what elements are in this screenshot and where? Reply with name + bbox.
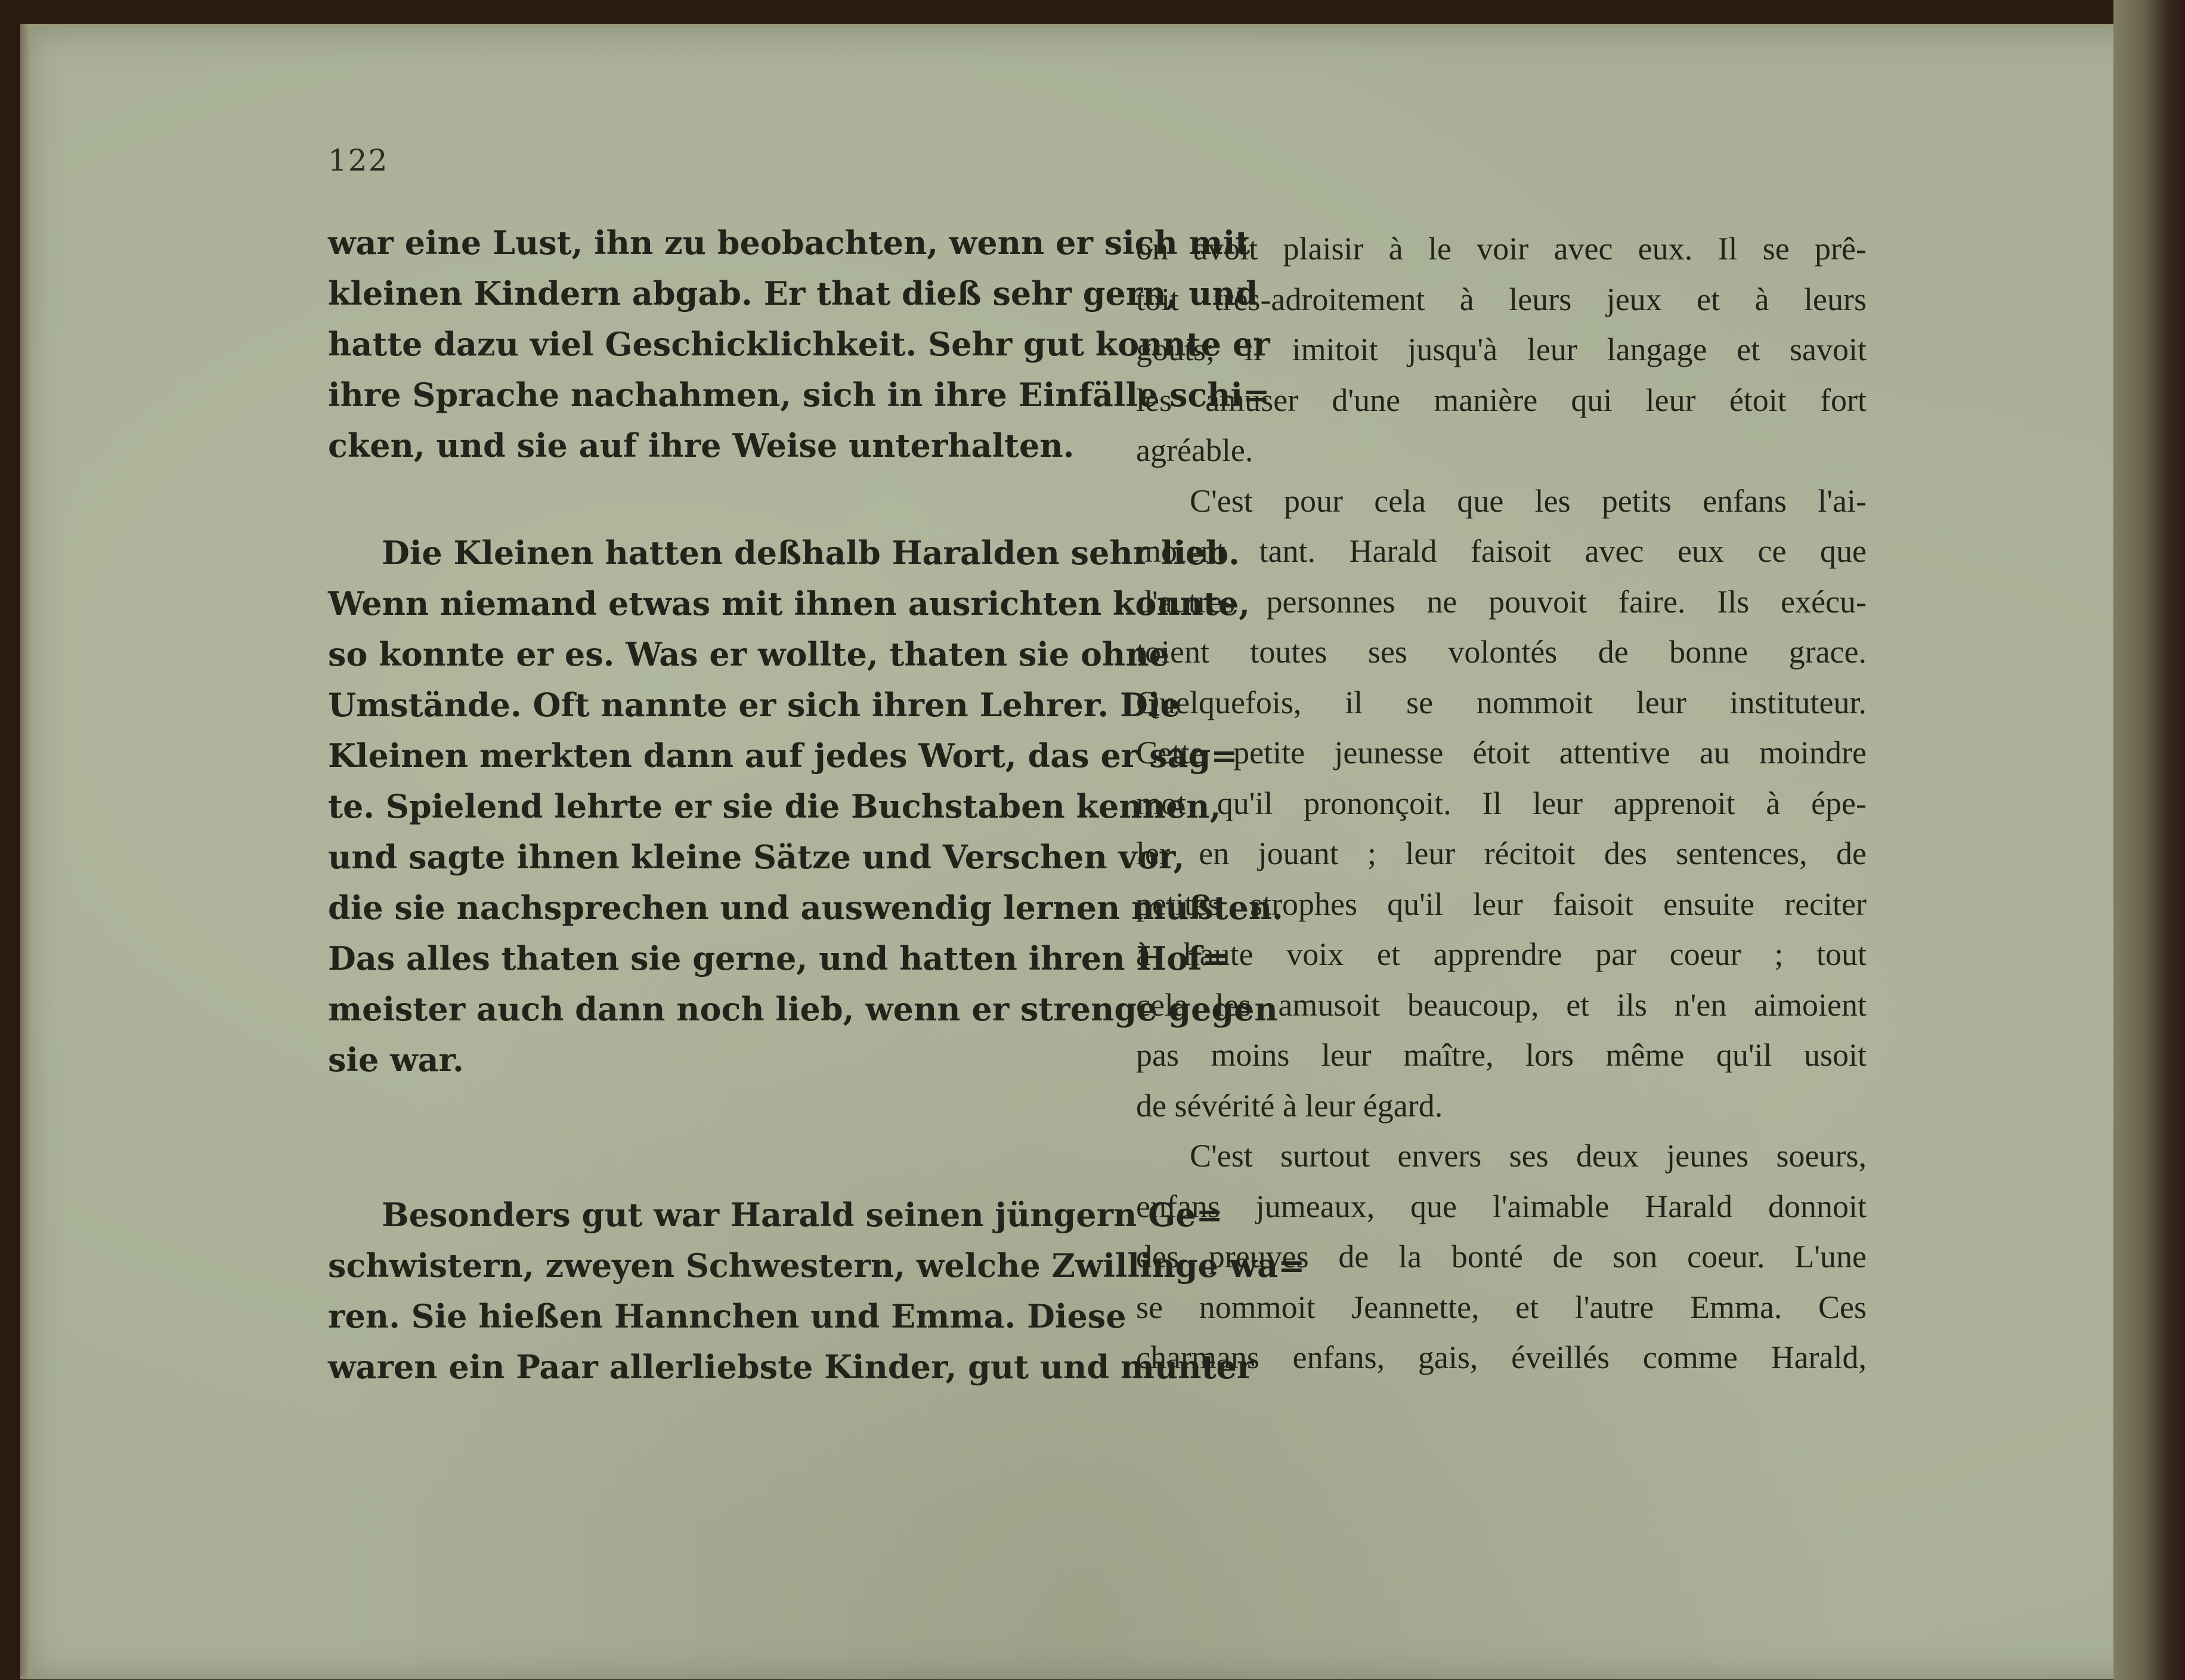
text-line: te. Spielend lehrte er sie die Buchstaben kennen, — [328, 787, 1221, 825]
text-line: agréable. — [1136, 432, 1254, 468]
text-line: enfans jumeaux, que l'aimable Harald donnoit — [1136, 1188, 1867, 1224]
text-line: se nommoit Jeannette, et l'autre Emma. Ces — [1136, 1289, 1867, 1325]
text-line: charmans enfans, gais, éveillés comme Harald, — [1136, 1339, 1867, 1375]
text-line: de sévérité à leur égard. — [1136, 1087, 1443, 1124]
text-line: des preuves de la bonté de son coeur. L'une — [1136, 1239, 1867, 1274]
page-edge — [20, 24, 31, 1676]
text-line: hatte dazu viel Geschicklichkeit. Sehr gut konnte er — [328, 325, 1270, 363]
text-line: sie war. — [328, 1041, 464, 1079]
text-line: ihre Sprache nachahmen, sich in ihre Einfälle schi= — [328, 376, 1270, 414]
french-paragraph-1 — [1136, 224, 1867, 476]
text-line: die sie nachsprechen und auswendig lernen mußten. — [328, 889, 1283, 927]
text-line: und sagte ihnen kleine Sätze und Verschen vor, — [328, 838, 1185, 876]
book-spine — [2113, 0, 2185, 1680]
text-line: Cette petite jeunesse étoit attentive au moindre — [1136, 735, 1867, 771]
text-line: ler en jouant ; leur récitoit des sentences, de — [1136, 836, 1867, 871]
text-line: Die Kleinen hatten deßhalb Haralden sehr lieb. — [382, 534, 1240, 572]
text-line: toient toutes ses volontés de bonne grace. — [1136, 634, 1867, 670]
french-text-column — [1136, 224, 1867, 1383]
text-line: kleinen Kindern abgab. Er that dieß sehr gern, und — [328, 274, 1258, 313]
page-number: 122 — [328, 143, 389, 178]
text-line: moient tant. Harald faisoit avec eux ce que — [1136, 533, 1867, 569]
french-paragraph-3 — [1136, 1131, 1867, 1383]
text-line: mot qu'il prononçoit. Il leur apprenoit à épe- — [1136, 785, 1867, 821]
text-line: Quelquefois, il se nommoit leur instituteur. — [1136, 684, 1867, 720]
text-line: Besonders gut war Harald seinen jüngern Ge= — [382, 1196, 1223, 1234]
text-line: meister auch dann noch lieb, wenn er strenge gegen — [328, 990, 1278, 1028]
text-line: d'autres personnes ne pouvoit faire. Ils exécu- — [1136, 583, 1867, 620]
text-line: so konnte er es. Was er wollte, thaten sie ohne — [328, 635, 1169, 673]
text-line: à haute voix et apprendre par coeur ; tout — [1136, 936, 1867, 972]
text-line: Kleinen merkten dann auf jedes Wort, das er sag= — [328, 737, 1238, 775]
text-line: les amuser d'une manière qui leur étoit fort — [1136, 382, 1867, 418]
text-line: Umstände. Oft nannte er sich ihren Lehrer. Die — [328, 686, 1181, 724]
text-line: waren ein Paar allerliebste Kinder, gut und munter — [328, 1348, 1254, 1386]
text-line: cela les amusoit beaucoup, et ils n'en aimoient — [1136, 986, 1867, 1023]
text-line: toit très-adroitement à leurs jeux et à leurs — [1136, 281, 1867, 317]
text-line: schwistern, zweyen Schwestern, welche Zwillinge wa= — [328, 1246, 1305, 1285]
text-line: goûts; il imitoit jusqu'à leur langage et savoit — [1136, 332, 1867, 367]
text-line: Das alles thaten sie gerne, und hatten ihren Hof= — [328, 939, 1229, 977]
text-line: on avoit plaisir à le voir avec eux. Il se prê- — [1136, 231, 1867, 267]
german-paragraph-3 — [328, 1190, 1305, 1393]
text-line: cken, und sie auf ihre Weise unterhalten. — [328, 426, 1075, 465]
text-line: Wenn niemand etwas mit ihnen ausrichten konnte, — [328, 584, 1250, 623]
french-paragraph-2 — [1136, 476, 1867, 1131]
text-line: petites strophes qu'il leur faisoit ensuite reciter — [1136, 886, 1867, 922]
text-line: war eine Lust, ihn zu beobachten, wenn er sich mit — [328, 224, 1251, 262]
german-paragraph-2 — [328, 528, 1283, 1085]
text-line: ren. Sie hießen Hannchen und Emma. Diese — [328, 1297, 1126, 1335]
text-line: C'est surtout envers ses deux jeunes soeurs, — [1190, 1138, 1867, 1174]
text-line: C'est pour cela que les petits enfans l'ai- — [1190, 482, 1867, 519]
text-line: pas moins leur maître, lors même qu'il usoit — [1136, 1037, 1867, 1073]
